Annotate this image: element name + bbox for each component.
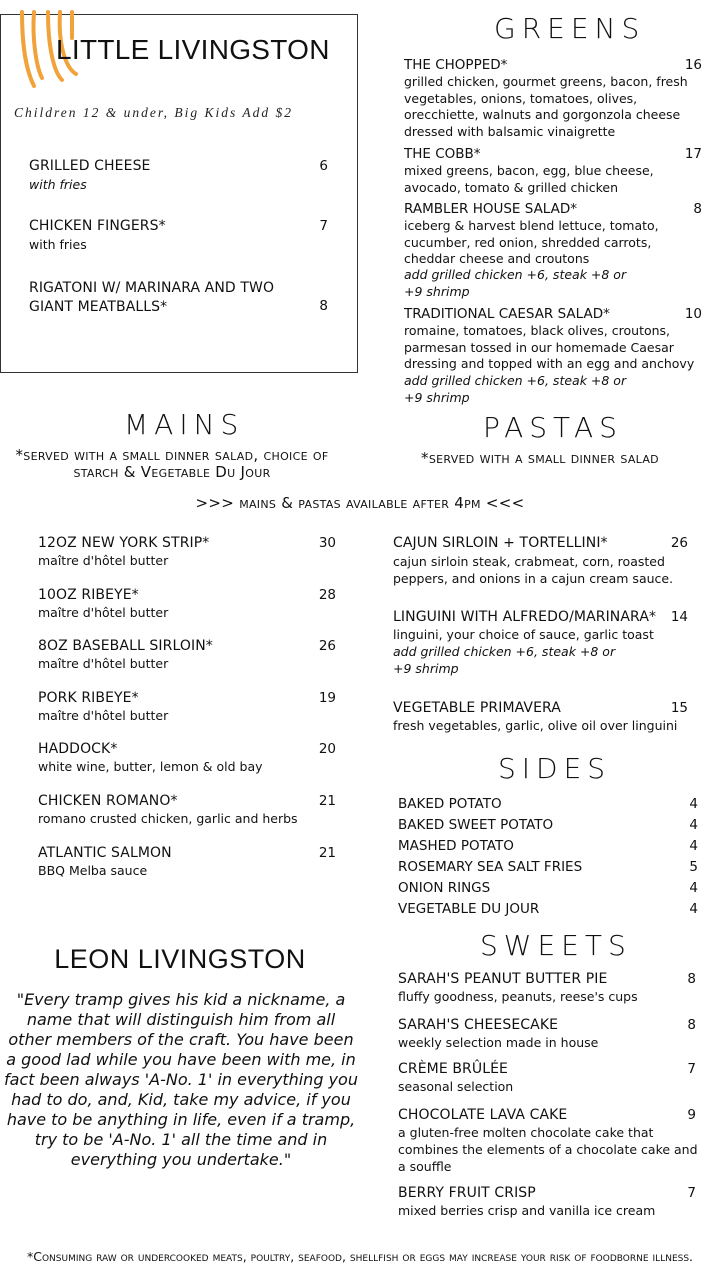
mains-item-desc: maître d'hôtel butter (38, 708, 169, 723)
mains-item-desc: maître d'hôtel butter (38, 553, 169, 568)
mains-item-desc: maître d'hôtel butter (38, 605, 169, 620)
mains-item-price: 21 (318, 793, 336, 809)
sides-item-name: MASHED POTATO (398, 837, 514, 854)
sides-item-price: 4 (689, 879, 698, 896)
greens-item-name: TRADITIONAL CAESAR SALAD* (404, 306, 610, 322)
mains-item-name: 10OZ RIBEYE* (38, 587, 139, 603)
consumption-warning: *Consuming raw or undercooked meats, poultry, seafood, shellfish or eggs may increase your risk of foodborne illness. (26, 1249, 694, 1264)
greens-item-price: 10 (684, 306, 702, 322)
pastas-item-name: CAJUN SIRLOIN + TORTELLINI* (393, 535, 608, 551)
sides-item-price: 4 (689, 837, 698, 854)
kids-menu-subtitle: Children 12 & under, Big Kids Add $2 (14, 105, 294, 120)
greens-item-name: THE COBB* (404, 146, 481, 162)
sides-item-price: 5 (689, 858, 698, 875)
kids-item-name: CHICKEN FINGERS* (29, 218, 166, 234)
kids-item-name: GRILLED CHEESE (29, 158, 151, 174)
mains-item-name: PORK RIBEYE* (38, 690, 139, 706)
sides-item (398, 793, 698, 814)
sweets-item-name: SARAH'S PEANUT BUTTER PIE (398, 971, 608, 987)
mains-note: *served with a small dinner salad, choice of starch & Vegetable Du Jour (15, 446, 329, 481)
sweets-item-name: SARAH'S CHEESECAKE (398, 1017, 559, 1033)
mains-item-desc: white wine, butter, lemon & old bay (38, 759, 263, 774)
sweets-item-price: 7 (687, 1061, 696, 1077)
kids-item-name: RIGATONI W/ MARINARA AND TWO GIANT MEATBALLS* (29, 280, 275, 315)
pastas-item-price: 15 (670, 700, 688, 716)
sides-item-name: BAKED SWEET POTATO (398, 816, 554, 833)
pastas-item-name: LINGUINI WITH ALFREDO/MARINARA* (393, 609, 657, 625)
sides-item (398, 898, 698, 919)
mains-item-name: 12OZ NEW YORK STRIP* (38, 535, 210, 551)
leon-livingston-title: LEON LIVINGSTON (54, 944, 306, 974)
pastas-item-desc: linguini, your choice of sauce, garlic toast (393, 627, 654, 642)
mains-item-name: 8OZ BASEBALL SIRLOIN* (38, 638, 213, 654)
sides-list (398, 793, 698, 919)
pastas-item-desc: cajun sirloin steak, crabmeat, corn, roasted peppers, and onions in a cajun cream sauce. (393, 554, 674, 586)
mains-item-price: 28 (318, 587, 336, 603)
sweets-item-name: CRÈME BRÛLÉE (398, 1061, 508, 1077)
sweets-item-price: 9 (687, 1107, 696, 1123)
pastas-item-name: VEGETABLE PRIMAVERA (393, 700, 561, 716)
pastas-item-price: 14 (670, 609, 688, 625)
pastas-heading: PASTAS (483, 411, 623, 444)
greens-item-name: RAMBLER HOUSE SALAD* (404, 201, 578, 217)
sides-item-name: VEGETABLE DU JOUR (398, 900, 540, 917)
sweets-item-desc: seasonal selection (398, 1079, 514, 1094)
mains-item-price: 26 (318, 638, 336, 654)
sweets-item-price: 7 (687, 1185, 696, 1201)
greens-item-price: 16 (684, 57, 702, 73)
sides-item (398, 856, 698, 877)
mains-item-desc: romano crusted chicken, garlic and herbs (38, 811, 298, 826)
greens-item-desc: romaine, tomatoes, black olives, croutons, parmesan tossed in our homemade Caesar dressing and topped with an egg and anchovy (404, 323, 695, 371)
pastas-item-desc: fresh vegetables, garlic, olive oil over linguini (393, 718, 678, 733)
kids-item-price: 8 (319, 298, 328, 314)
greens-item-price: 17 (684, 146, 702, 162)
pastas-note: *served with a small dinner salad (421, 449, 659, 467)
sides-item-price: 4 (689, 900, 698, 917)
sides-item-price: 4 (689, 816, 698, 833)
sides-item-name: ROSEMARY SEA SALT FRIES (398, 858, 583, 875)
sides-item-name: ONION RINGS (398, 879, 491, 896)
sweets-item-name: BERRY FRUIT CRISP (398, 1185, 536, 1201)
leon-quote: "Every tramp gives his kid a nickname, a name that will distinguish him from all other members of the craft. You have been a good lad while you have been with me, in fact been always 'A-No. 1' in everything you had to do, and, Kid, take my advice, if you have to be anything in life, even if a tramp, try to be 'A-No. 1' all the time and in everything you undertake." (4, 990, 358, 1169)
sweets-item-desc: fluffy goodness, peanuts, reese's cups (398, 989, 638, 1004)
mains-item-price: 21 (318, 845, 336, 861)
greens-item-desc: grilled chicken, gourmet greens, bacon, fresh vegetables, onions, tomatoes, olives, orecchiette, walnuts and gorgonzola cheese dressed with balsamic vinaigrette (404, 74, 688, 139)
kids-item-price: 7 (319, 218, 328, 234)
greens-item-price: 8 (693, 201, 702, 217)
pastas-item-addon: add grilled chicken +6, steak +8 or +9 shrimp (393, 644, 616, 676)
sides-item (398, 835, 698, 856)
greens-item-desc: mixed greens, bacon, egg, blue cheese, avocado, tomato & grilled chicken (404, 163, 654, 195)
sweets-item-desc: mixed berries crisp and vanilla ice cream (398, 1203, 656, 1218)
sweets-item-name: CHOCOLATE LAVA CAKE (398, 1107, 568, 1123)
mains-item-price: 30 (318, 535, 336, 551)
sides-item-price: 4 (689, 795, 698, 812)
sides-item (398, 877, 698, 898)
mains-item-price: 20 (318, 741, 336, 757)
sides-item-name: BAKED POTATO (398, 795, 502, 812)
sides-item (398, 814, 698, 835)
kids-item-desc: with fries (29, 177, 87, 192)
sides-heading: SIDES (498, 752, 612, 785)
greens-item-desc: iceberg & harvest blend lettuce, tomato, cucumber, red onion, shredded carrots, cheddar cheese and croutons (404, 218, 659, 266)
greens-heading: GREENS (494, 12, 646, 45)
mains-item-name: HADDOCK* (38, 741, 118, 757)
mains-item-desc: maître d'hôtel butter (38, 656, 169, 671)
availability-note: >>> mains & pastas available after 4pm <<< (195, 494, 525, 512)
sweets-item-price: 8 (687, 971, 696, 987)
mains-item-price: 19 (318, 690, 336, 706)
sweets-heading: SWEETS (480, 929, 632, 962)
sweets-item-desc: a gluten-free molten chocolate cake that combines the elements of a chocolate cake and a souffle (398, 1125, 698, 1174)
kids-menu-title: LITTLE LIVINGSTON (56, 34, 330, 65)
kids-item-desc: with fries (29, 237, 87, 252)
mains-item-name: ATLANTIC SALMON (38, 845, 172, 861)
greens-item-addon: add grilled chicken +6, steak +8 or +9 shrimp (404, 373, 627, 405)
kids-item-price: 6 (319, 158, 328, 174)
mains-heading: MAINS (124, 408, 245, 441)
greens-item-name: THE CHOPPED* (404, 57, 508, 73)
sweets-item-desc: weekly selection made in house (398, 1035, 599, 1050)
sweets-item-price: 8 (687, 1017, 696, 1033)
greens-item-addon: add grilled chicken +6, steak +8 or +9 shrimp (404, 267, 627, 299)
mains-item-desc: BBQ Melba sauce (38, 863, 148, 878)
mains-item-name: CHICKEN ROMANO* (38, 793, 178, 809)
pastas-item-price: 26 (670, 535, 688, 551)
